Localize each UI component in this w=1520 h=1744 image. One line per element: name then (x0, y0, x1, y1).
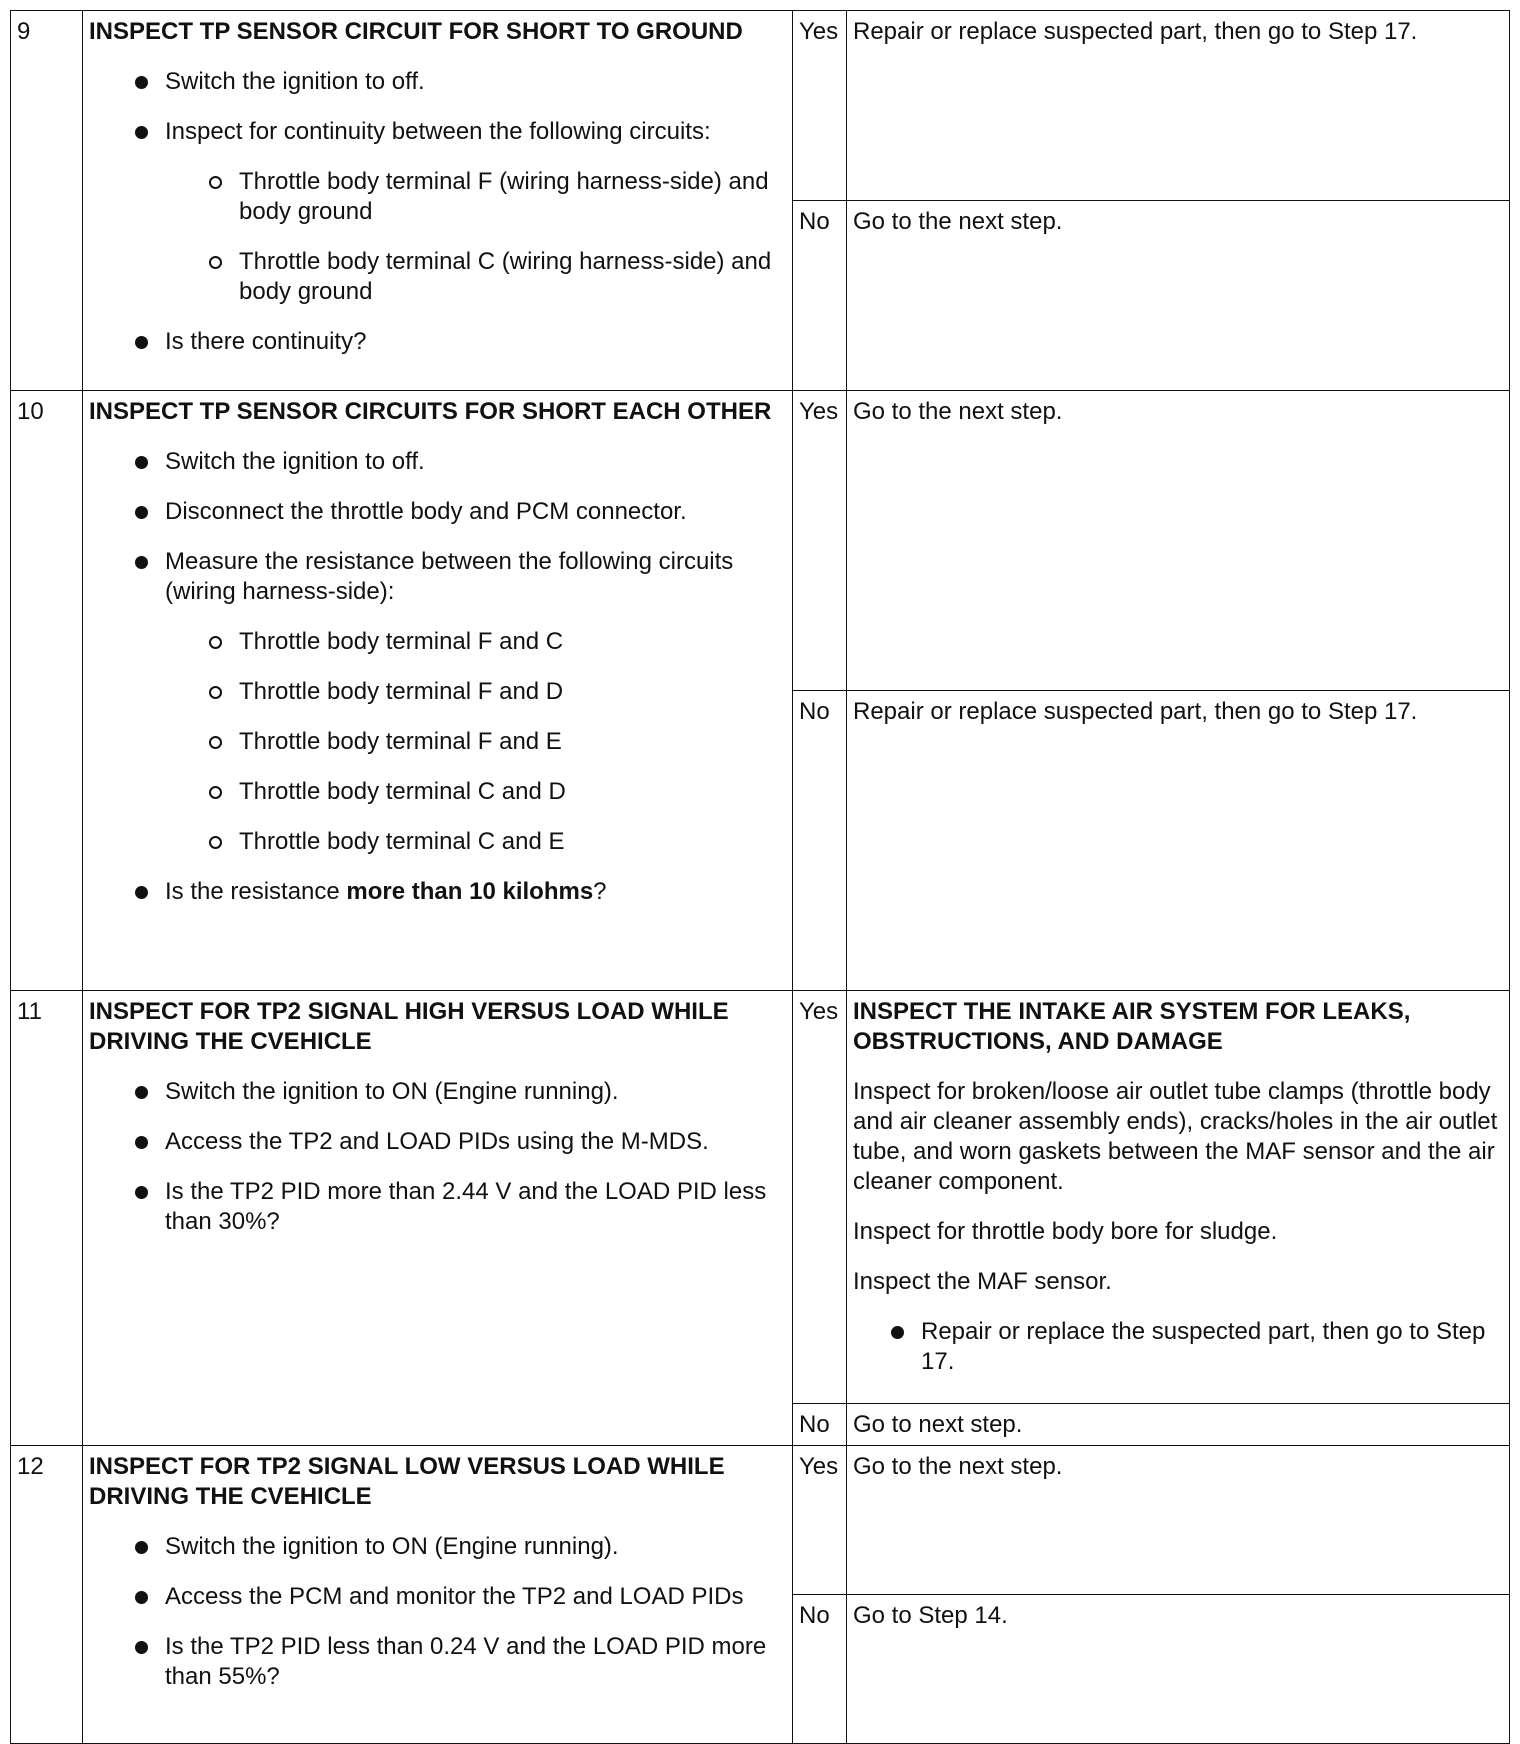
step-number: 10 (11, 391, 83, 991)
sub-list-item: Throttle body terminal F and D (209, 677, 786, 707)
result-list (853, 1317, 1503, 1377)
sub-list-item: Throttle body terminal C and D (209, 777, 786, 807)
yes-result: Go to the next step. (847, 391, 1510, 691)
sub-list-item: Throttle body terminal F and C (209, 627, 786, 657)
step-action (83, 1446, 793, 1744)
list-item: Disconnect the throttle body and PCM connector. (133, 497, 786, 527)
sub-list (165, 627, 786, 857)
action-list (89, 1532, 786, 1692)
question-end: ? (593, 878, 607, 905)
yes-label: Yes (793, 391, 847, 691)
no-result: Go to Step 14. (847, 1595, 1510, 1744)
step-heading: INSPECT TP SENSOR CIRCUIT FOR SHORT TO GROUND (89, 18, 743, 45)
result-heading: INSPECT THE INTAKE AIR SYSTEM FOR LEAKS, OBSTRUCTIONS, AND DAMAGE (853, 998, 1411, 1055)
sub-list-item: Throttle body terminal C and E (209, 827, 786, 857)
step-9-yes-row (11, 11, 1510, 201)
step-heading: INSPECT TP SENSOR CIRCUITS FOR SHORT EACH OTHER (89, 398, 772, 425)
yes-result: Go to the next step. (847, 1446, 1510, 1595)
step-number: 11 (11, 991, 83, 1446)
steps-table (10, 10, 1510, 1744)
yes-label: Yes (793, 11, 847, 201)
yes-result (847, 991, 1510, 1404)
list-item: Repair or replace the suspected part, then go to Step 17. (889, 1317, 1503, 1377)
sub-list-item: Throttle body terminal F (wiring harness-side) and body ground (209, 167, 786, 227)
list-item: Is there continuity? (133, 327, 786, 357)
step-action (83, 991, 793, 1446)
list-item: Access the PCM and monitor the TP2 and LOAD PIDs (133, 1582, 786, 1612)
list-item (133, 547, 786, 857)
sub-list (165, 167, 786, 307)
sub-list-item: Throttle body terminal F and E (209, 727, 786, 757)
question-emphasis: more than 10 kilohms (346, 878, 594, 905)
no-label: No (793, 201, 847, 391)
step-heading: INSPECT FOR TP2 SIGNAL HIGH VERSUS LOAD WHILE DRIVING THE CVEHICLE (89, 998, 729, 1055)
list-item: Is the TP2 PID more than 2.44 V and the LOAD PID less than 30%? (133, 1177, 786, 1237)
step-heading: INSPECT FOR TP2 SIGNAL LOW VERSUS LOAD WHILE DRIVING THE CVEHICLE (89, 1453, 725, 1510)
list-item: Switch the ignition to ON (Engine running). (133, 1532, 786, 1562)
result-paragraph: Inspect for throttle body bore for sludge. (853, 1218, 1278, 1245)
action-list (89, 447, 786, 907)
list-item: Switch the ignition to off. (133, 447, 786, 477)
result-paragraph: Inspect for broken/loose air outlet tube clamps (throttle body and air cleaner assembly ends), cracks/holes in the air outlet tube, and worn gaskets between the MAF sensor and the air cleaner component. (853, 1078, 1498, 1195)
yes-result: Repair or replace suspected part, then go to Step 17. (847, 11, 1510, 201)
list-item-text: Inspect for continuity between the following circuits: (165, 118, 711, 145)
step-number: 9 (11, 11, 83, 391)
no-label: No (793, 1595, 847, 1744)
yes-label: Yes (793, 1446, 847, 1595)
sub-list-item: Throttle body terminal C (wiring harness-side) and body ground (209, 247, 786, 307)
step-10-yes-row (11, 391, 1510, 691)
list-item: Switch the ignition to off. (133, 67, 786, 97)
no-result: Go to next step. (847, 1404, 1510, 1446)
step-12-yes-row (11, 1446, 1510, 1595)
step-action (83, 391, 793, 991)
list-item: Access the TP2 and LOAD PIDs using the M-MDS. (133, 1127, 786, 1157)
question-text: Is the resistance (165, 878, 347, 905)
no-label: No (793, 1404, 847, 1446)
diagnostic-procedure-table (10, 10, 1510, 1736)
step-11-yes-row (11, 991, 1510, 1404)
no-label: No (793, 691, 847, 991)
no-result: Repair or replace suspected part, then go to Step 17. (847, 691, 1510, 991)
action-list (89, 1077, 786, 1237)
list-item (133, 117, 786, 307)
action-list (89, 67, 786, 357)
step-number: 12 (11, 1446, 83, 1744)
list-item: Switch the ignition to ON (Engine running). (133, 1077, 786, 1107)
step-action (83, 11, 793, 391)
list-item-text: Measure the resistance between the following circuits (wiring harness-side): (165, 548, 734, 605)
no-result: Go to the next step. (847, 201, 1510, 391)
yes-label: Yes (793, 991, 847, 1404)
list-item: Is the TP2 PID less than 0.24 V and the LOAD PID more than 55%? (133, 1632, 786, 1692)
result-paragraph: Inspect the MAF sensor. (853, 1268, 1112, 1295)
list-item (133, 877, 786, 907)
